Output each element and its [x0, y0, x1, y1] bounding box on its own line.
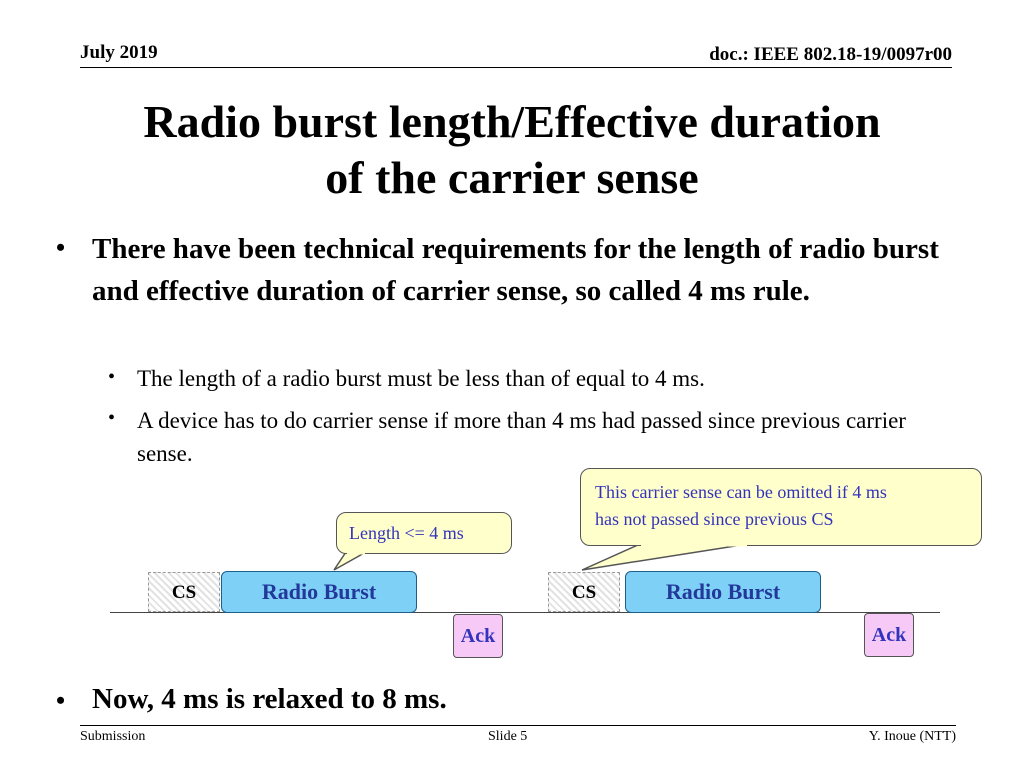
sub-bullet-1-text: The length of a radio burst must be less than of equal to 4 ms.	[137, 366, 705, 391]
bullet-dot-icon: •	[56, 686, 66, 715]
bullet-2-text: Now, 4 ms is relaxed to 8 ms.	[92, 683, 447, 715]
footer-slide-number: Slide 5	[488, 729, 528, 744]
ack-block-1: Ack	[453, 614, 503, 658]
sub-bullet-2-text: A device has to do carrier sense if more than 4 ms had passed since previous carrier sense.	[137, 408, 906, 466]
sub-bullet-dot-icon: •	[108, 366, 116, 388]
ack-block-2: Ack	[864, 613, 914, 657]
carrier-sense-block-2: CS	[548, 572, 620, 612]
footer-author: Y. Inoue (NTT)	[868, 729, 956, 744]
callout-length-text: Length <= 4 ms	[349, 523, 464, 543]
header-doc-id: doc.: IEEE 802.18-19/0097r00	[709, 44, 952, 65]
carrier-sense-block-1: CS	[148, 572, 220, 612]
slide-title	[60, 94, 964, 206]
callout-omit-pointer	[582, 544, 748, 570]
radio-burst-block-1: Radio Burst	[221, 571, 417, 613]
bullet-dot-icon: •	[56, 233, 66, 262]
callout-cs-omit-line-2: has not passed since previous CS	[595, 509, 834, 529]
footer-submission: Submission	[80, 729, 146, 744]
sub-bullet-dot-icon: •	[108, 407, 116, 429]
callout-cs-omit	[580, 468, 982, 546]
footer-divider	[80, 725, 956, 726]
callout-cs-omit-line-1: This carrier sense can be omitted if 4 ms	[595, 482, 887, 502]
header-date: July 2019	[80, 42, 158, 63]
callout-length	[336, 512, 512, 554]
header-divider	[80, 67, 952, 68]
slide-title-line-2: of the carrier sense	[325, 152, 699, 203]
bullet-1-text: There have been technical requirements for the length of radio burst and effective duration of carrier sense, so called 4 ms rule.	[92, 233, 939, 307]
slide-title-line-1: Radio burst length/Effective duration	[143, 96, 881, 147]
radio-burst-block-2: Radio Burst	[625, 571, 821, 613]
callout-length-pointer	[334, 552, 366, 570]
